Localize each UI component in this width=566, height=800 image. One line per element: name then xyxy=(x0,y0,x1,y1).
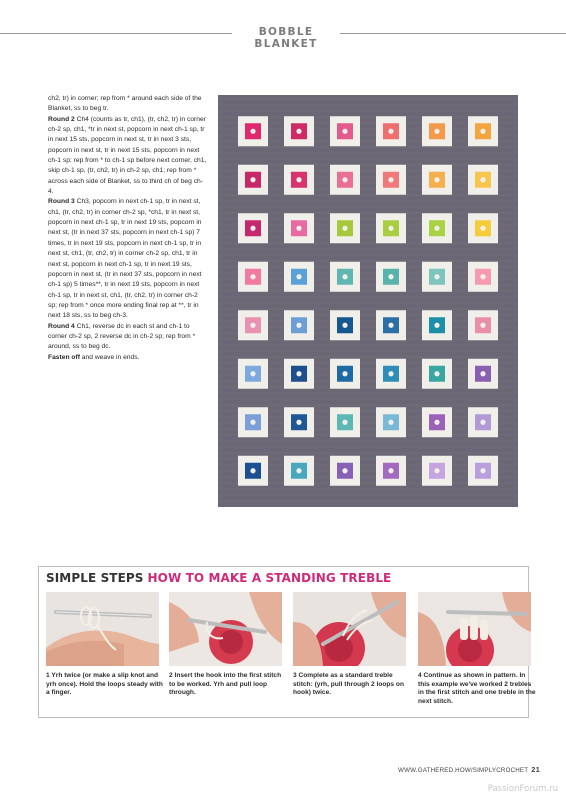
bobble xyxy=(434,226,439,231)
header-title: BOBBLE BLANKET xyxy=(254,26,318,50)
steps-heading xyxy=(46,571,391,585)
bobble xyxy=(342,274,347,279)
bobble xyxy=(296,226,301,231)
round-3 xyxy=(48,197,208,321)
bobble xyxy=(388,420,393,425)
header-rule-left xyxy=(0,33,232,34)
bobble xyxy=(250,323,255,328)
step-1-caption: 1 Yrh twice (or make a slip knot and yrh once). Hold the loops steady with a finger. xyxy=(46,672,163,697)
bobble xyxy=(296,129,301,134)
bobble xyxy=(388,371,393,376)
bobble xyxy=(296,274,301,279)
step-2-caption: 2 Insert the hook into the first stitch to be worked. Yrh and pull loop through. xyxy=(169,672,282,697)
bobble xyxy=(480,274,485,279)
step-3-photo xyxy=(293,592,406,666)
bobble xyxy=(388,129,393,134)
simple-steps-panel xyxy=(38,566,536,718)
bobble xyxy=(480,468,485,473)
bobble xyxy=(434,371,439,376)
bobble xyxy=(296,323,301,328)
bobble xyxy=(250,226,255,231)
header-rule-right xyxy=(340,33,566,34)
fasten-off xyxy=(48,353,208,363)
blanket-photo xyxy=(218,95,518,507)
step-3 xyxy=(293,592,411,698)
round-4 xyxy=(48,322,208,353)
bobble xyxy=(388,274,393,279)
bobble xyxy=(388,323,393,328)
step-4-photo xyxy=(418,592,531,666)
bobble xyxy=(296,468,301,473)
blanket-border xyxy=(218,95,518,507)
bobble xyxy=(296,420,301,425)
bobble xyxy=(342,129,347,134)
bobble xyxy=(434,323,439,328)
steps-heading-left: SIMPLE STEPS xyxy=(46,571,144,585)
bobble xyxy=(250,468,255,473)
bobble xyxy=(434,177,439,182)
step-2-photo xyxy=(169,592,282,666)
bobble xyxy=(434,274,439,279)
fasten-off-text: and weave in ends. xyxy=(79,353,140,361)
round-2-text: Ch4 (counts as tr, ch1), (tr, ch2, tr) in corner ch-2 sp, ch1, *tr in next st, popcorn in next ch-1 sp, tr in next 15 sts, popcorn in next st, tr in next 3 sts, popcorn in next st, tr in next 15 sts, popcorn in next ch-1 sp; rep from * to ch-1 sp before next corner, ch1, skip ch-1 sp, (tr, ch2, tr) in ch-2 sp, ch1; rep from * across each side of Blanket, ss to third ch of beg ch-4. xyxy=(48,115,207,196)
bobble xyxy=(250,129,255,134)
step-1-photo xyxy=(46,592,159,666)
bobble xyxy=(480,371,485,376)
bobble xyxy=(388,468,393,473)
bobble xyxy=(434,129,439,134)
step-2 xyxy=(169,592,287,698)
round-4-label: Round 4 xyxy=(48,322,75,330)
round-3-text: Ch3, popcorn in next ch-1 sp, tr in next st, ch1, (tr, ch2, tr) in corner ch-2 sp, *ch1, tr in next st, popcorn in next ch-1 sp, tr in next 19 sts, popcorn in next st, (tr in next 37 sts, popcorn in next ch-1 sp) 7 times, tr in next 19 sts, popcorn in next ch-1 sp, tr in next st, ch1, (tr, ch2, tr) in corner ch-2 sp, ch1, tr in next st, popcorn in next ch-1 sp, tr in next 19 sts, popcorn in next st, (tr in next 37 sts, popcorn in next ch-1 sp) 5 times**, tr in next 19 sts, popcorn in next ch-1 sp, tr in next st, ch1, (tr, ch2, tr) in corner ch-2 sp; rep from * once more ending final rep at **, tr in next 18 sts, ss to beg ch-3. xyxy=(48,198,202,320)
step-4-caption: 4 Continue as shown in pattern. In this example we've worked 2 trebles in the first stitch and one treble in the next stitch. xyxy=(418,672,536,705)
footer-url: WWW.GATHERED.HOW/SIMPLYCROCHET xyxy=(398,767,529,774)
round-3-label: Round 3 xyxy=(48,198,75,206)
round-2-label: Round 2 xyxy=(48,115,75,123)
pattern-text xyxy=(48,94,208,363)
page-footer xyxy=(380,765,540,774)
bobble xyxy=(342,468,347,473)
bobble xyxy=(250,371,255,376)
bobble xyxy=(480,129,485,134)
bobble xyxy=(480,420,485,425)
bobble xyxy=(342,420,347,425)
bobble xyxy=(388,226,393,231)
round-2 xyxy=(48,115,208,198)
bobble xyxy=(434,468,439,473)
bobble xyxy=(342,177,347,182)
step-1 xyxy=(46,592,164,698)
fasten-off-label: Fasten off xyxy=(48,353,80,361)
bobble xyxy=(388,177,393,182)
bobble xyxy=(342,371,347,376)
watermark: PassionForum.ru xyxy=(487,784,558,794)
bobble xyxy=(250,420,255,425)
bobble xyxy=(250,177,255,182)
bobble xyxy=(250,274,255,279)
bobble xyxy=(480,177,485,182)
step-4 xyxy=(418,592,536,706)
steps-heading-right: HOW TO MAKE A STANDING TREBLE xyxy=(147,571,392,585)
pattern-intro: ch2, tr) in corner; rep from * around each side of the Blanket, ss to beg tr. xyxy=(48,95,202,113)
bobble xyxy=(296,177,301,182)
bobble xyxy=(434,420,439,425)
page-number: 21 xyxy=(531,765,540,774)
bobble xyxy=(480,323,485,328)
round-4-text: Ch1, reverse dc in each st and ch-1 to corner ch-2 sp, 2 reverse dc in ch-2 sp; rep from * around, ss to beg dc. xyxy=(48,322,196,351)
bobble xyxy=(480,226,485,231)
bobble xyxy=(342,226,347,231)
page-header xyxy=(0,24,566,50)
bobble xyxy=(342,323,347,328)
step-3-caption: 3 Complete as a standard treble stitch: (yrh, pull through 2 loops on hook) twice. xyxy=(293,672,404,697)
bobble xyxy=(296,371,301,376)
